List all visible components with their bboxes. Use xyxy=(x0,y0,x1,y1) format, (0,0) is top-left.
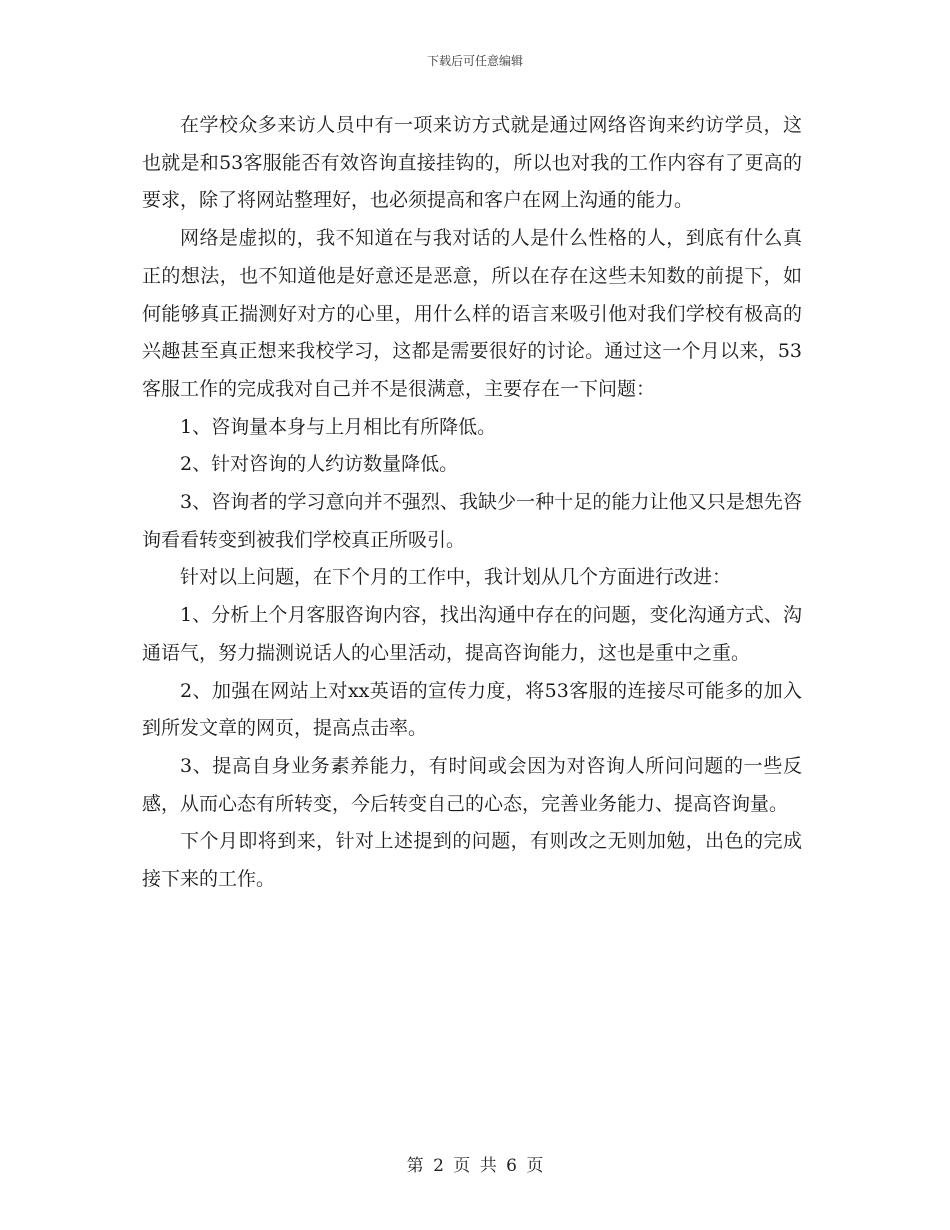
page-header: 下载后可任意编辑 xyxy=(426,54,523,68)
list-item: 3、提高自身业务素养能力，有时间或会因为对咨询人所问问题的一些反感，从而心态有所转变，今后转变自己的心态，完善业务能力、提高咨询量。 xyxy=(142,754,802,815)
list-item: 3、咨询者的学习意向并不强烈、我缺少一种十足的能力让他又只是想先咨询看看转变到被我们学校真正所吸引。 xyxy=(142,491,802,551)
paragraph: 下个月即将到来，针对上述提到的问题，有则改之无则加勉，出色的完成接下来的工作。 xyxy=(142,830,802,891)
list-item: 1、咨询量本身与上月相比有所降低。 xyxy=(180,415,497,438)
paragraph: 针对以上问题，在下个月的工作中，我计划从几个方面进行改进： xyxy=(180,566,732,589)
list-item: 2、针对咨询的人约访数量降低。 xyxy=(180,453,459,476)
document-body xyxy=(142,107,802,899)
list-item: 2、加强在网站上对xx英语的宣传力度，将53客服的连接尽可能多的加入到所发文章的网页，提高点击率。 xyxy=(142,679,802,740)
paragraph: 网络是虚拟的，我不知道在与我对话的人是什么性格的人，到底有什么真正的想法，也不知道他是好意还是恶意，所以在存在这些未知数的前提下，如何能够真正揣测好对方的心里，用什么样的语言来吸引他对我们学校有极高的兴趣甚至真正想来我校学习，这都是需要很好的讨论。通过这一个月以来，53客服工作的完成我对自己并不是很满意，主要存在一下问题： xyxy=(142,227,802,400)
paragraph: 在学校众多来访人员中有一项来访方式就是通过网络咨询来约访学员，这也就是和53客服能否有效咨询直接挂钩的，所以也对我的工作内容有了更高的要求，除了将网站整理好，也必须提高和客户在网上沟通的能力。 xyxy=(142,114,802,212)
list-item: 1、分析上个月客服咨询内容，找出沟通中存在的问题，变化沟通方式、沟通语气，努力揣测说话人的心里活动，提高咨询能力，这也是重中之重。 xyxy=(142,604,802,664)
page-number-footer: 第 2 页 共 6 页 xyxy=(406,1156,544,1176)
